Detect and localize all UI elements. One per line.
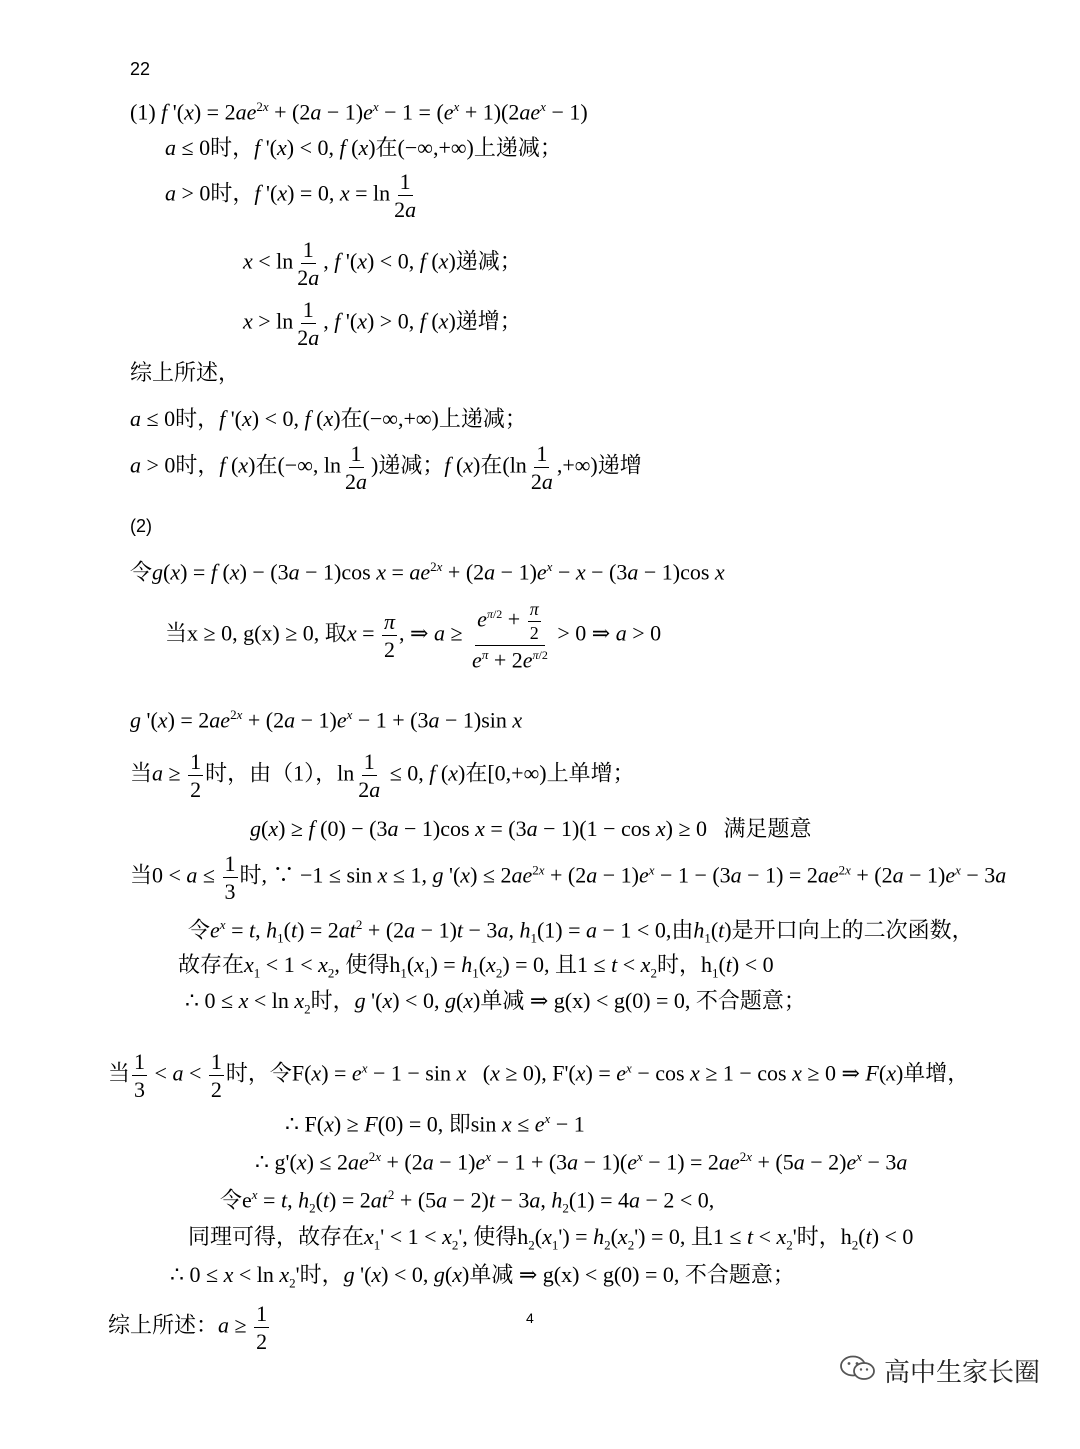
- line-decreasing: x < ln $\frac{1}{2a}$ , f '(x) < 0, f (x)递减；: [243, 237, 522, 291]
- line-case-a-le-0: a ≤ 0时，f '(x) < 0, f (x)在(−∞,+∞)上递减；: [165, 135, 562, 160]
- line-summary-label: 综上所述，: [130, 360, 241, 385]
- watermark-text: 高中生家长圈: [884, 1357, 1041, 1387]
- page-number: 4: [526, 1310, 534, 1326]
- part2-label: (2): [130, 516, 152, 536]
- line-g-prime: g '$(x) = 2ae^{2x} + (2a - 1)e^x - 1 + (3a - 1)\sin$ x: [130, 707, 523, 733]
- problem-number: 22: [130, 59, 151, 79]
- line-contradiction-1: ∴ $0 \le x < \ln x_2$时，g '(x) < 0, g(x)单减 ⇒ g(x) < g(0) = 0, 不合题意；: [185, 988, 806, 1017]
- line-increasing: x > ln $\frac{1}{2a}$ , f '(x) > 0, f (x)递增；: [243, 297, 522, 351]
- line-case-a-ge-half: 当a ≥ $\frac{1}{2}$ 时，由（1），ln $\frac{1}{2a}$ ≤ 0, f (x)在[0,+∞)上单增；: [130, 749, 635, 803]
- line-h2-def: 令$e^x = t$, $h_2(t) = 2at^2 + (5a - 2)t - 3a$, $h_2(1) = 4a - 2 < 0$,: [220, 1187, 715, 1216]
- line-case-a-gt-0: a > 0时，f '(x) = 0, x = ln $\frac{1}{2a}$: [165, 169, 417, 223]
- line-take-pi-half: 当x ≥ 0, g(x) ≥ 0, 取x = $\frac{\pi}{2}$ , ⇒ a ≥ $e^{\pi/2}$ + $\frac{\pi}{2}$ $e^\pi + 2e^{\pi/2}$ > 0 ⇒ a > 0: [165, 599, 662, 673]
- line-part1-derivative: (1) f '$(x) = 2ae^{2x} + (2a - 1)e^x - 1 = (e^x + 1)(2ae^x - 1)$: [130, 99, 588, 125]
- line-h2-roots: 同理可得，故存在$x_1' < 1 < x_2'$, 使得$h_2(x_1') = h_2(x_2') = 0$, 且$1 \le t < x_2'$时，$h_2(t) < 0$: [188, 1224, 914, 1253]
- line-h1-def: 令$e^x = t$, $h_1(t) = 2at^2 + (2a - 1)t - 3a$, $h_1(1) = a - 1 < 0$,由$h_1(t)$是开口向上的二次函数，: [188, 917, 974, 946]
- line-h1-roots: 故存在$x_1 < 1 < x_2$, 使得$h_1(x_1) = h_1(x_2) = 0$, 且$1 \le t < x_2$时，$h_1(t) < 0$: [178, 952, 774, 981]
- line-case-small-a: 当0 < a ≤ $\frac{1}{3}$ 时, ∵ −1 ≤ sin x ≤ 1, g '$(x) \le 2ae^{2x} + (2a - 1)e^x - 1 - (3a - 1) = 2ae^{2x} + (2a - 1)e^x - 3a$: [130, 851, 1007, 905]
- line-case-mid-a: 当 $\frac{1}{3}$ < a < $\frac{1}{2}$ 时，令$F(x) = e^x - 1 - \sin x$ (x ≥ 0), $F'(x) = e^x - \cos x \ge 1 - \cos x \ge 0$ ⇒ F(x)单增，: [108, 1049, 970, 1103]
- line-conclusion: 综上所述：a ≥ $\frac{1}{2}$: [108, 1301, 268, 1355]
- line-contradiction-2: ∴ $0 \le x < \ln x_2'$时，g '(x) < 0, g(x)单减 ⇒ g(x) < g(0) = 0, 不合题意；: [170, 1262, 795, 1291]
- line-summary-a-gt-0: a > 0时，f (x)在(−∞, ln $\frac{1}{2a}$ )递减；f (x)在(ln $\frac{1}{2a}$ ,+∞)递增: [130, 441, 642, 495]
- line-F-bound: ∴ F(x) ≥ F(0) = 0, 即$\sin x \le e^x - 1$: [285, 1111, 585, 1137]
- line-g-prime-bound: ∴ $g'(x) \le 2ae^{2x} + (2a - 1)e^x - 1 + (3a - 1)(e^x - 1) = 2ae^{2x} + (5a - 2)e^x - 3a$: [255, 1149, 908, 1175]
- line-define-g: 令g(x) = f (x) − (3a − 1)cos $x = ae^{2x} + (2a - 1)e^x - x - (3a - 1)\cos$ x: [130, 559, 725, 585]
- wechat-icon: [838, 1354, 878, 1382]
- line-summary-a-le-0: a ≤ 0时，f '(x) < 0, f (x)在(−∞,+∞)上递减；: [130, 406, 527, 431]
- line-satisfies: g(x) ≥ f (0) − (3a − 1)cos x = (3a − 1)(1 − cos x) ≥ 0 满足题意: [250, 816, 812, 841]
